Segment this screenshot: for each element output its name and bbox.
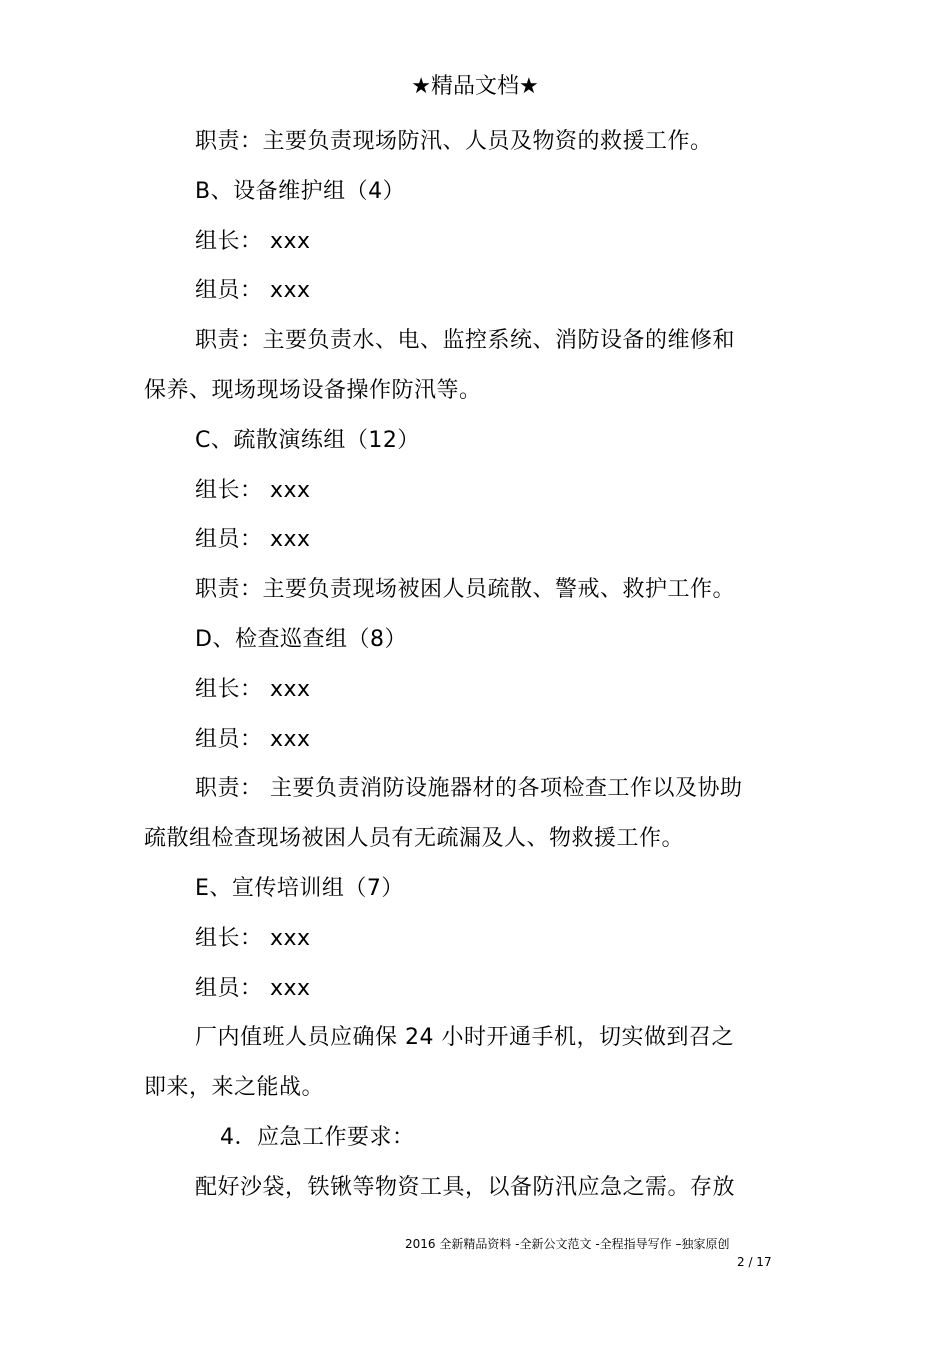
text-line: 保养、现场现场设备操作防汛等。 (144, 378, 482, 403)
text-line: 厂内值班人员应确保 24 小时开通手机，切实做到召之 (195, 1025, 734, 1050)
text-line: 疏散组检查现场被困人员有无疏漏及人、物救援工作。 (144, 826, 685, 851)
page-number: 2 / 17 (737, 1255, 772, 1269)
section-heading: D、检查巡查组（8） (195, 627, 407, 652)
text-line: 组员： xxx (195, 976, 311, 1001)
text-line: 组员： xxx (195, 278, 311, 303)
text-line: 组长： xxx (195, 677, 311, 702)
text-line: 组长： xxx (195, 229, 311, 254)
text-line: 组员： xxx (195, 727, 311, 752)
footer-note: 2016 全新精品资料 -全新公文范文 -全程指导写作 –独家原创 (405, 1237, 730, 1251)
section-heading: E、宣传培训组（7） (195, 876, 404, 901)
section-heading: 4．应急工作要求： (220, 1125, 415, 1150)
text-line: 职责：主要负责现场防汛、人员及物资的救援工作。 (195, 129, 713, 154)
text-line: 组长： xxx (195, 926, 311, 951)
section-heading: C、疏散演练组（12） (195, 428, 420, 453)
text-line: 组长： xxx (195, 478, 311, 503)
text-line: 职责：主要负责现场被困人员疏散、警戒、救护工作。 (195, 577, 736, 602)
section-heading: B、设备维护组（4） (195, 179, 406, 204)
text-line: 即来，来之能战。 (144, 1075, 325, 1100)
text-line: 职责： 主要负责消防设施器材的各项检查工作以及协助 (195, 776, 743, 801)
text-line: 组员： xxx (195, 527, 311, 552)
text-line: 职责：主要负责水、电、监控系统、消防设备的维修和 (195, 328, 736, 353)
text-line: 配好沙袋，铁锹等物资工具，以备防汛应急之需。存放 (195, 1175, 736, 1200)
page-header-title: ★精品文档★ (411, 74, 539, 99)
